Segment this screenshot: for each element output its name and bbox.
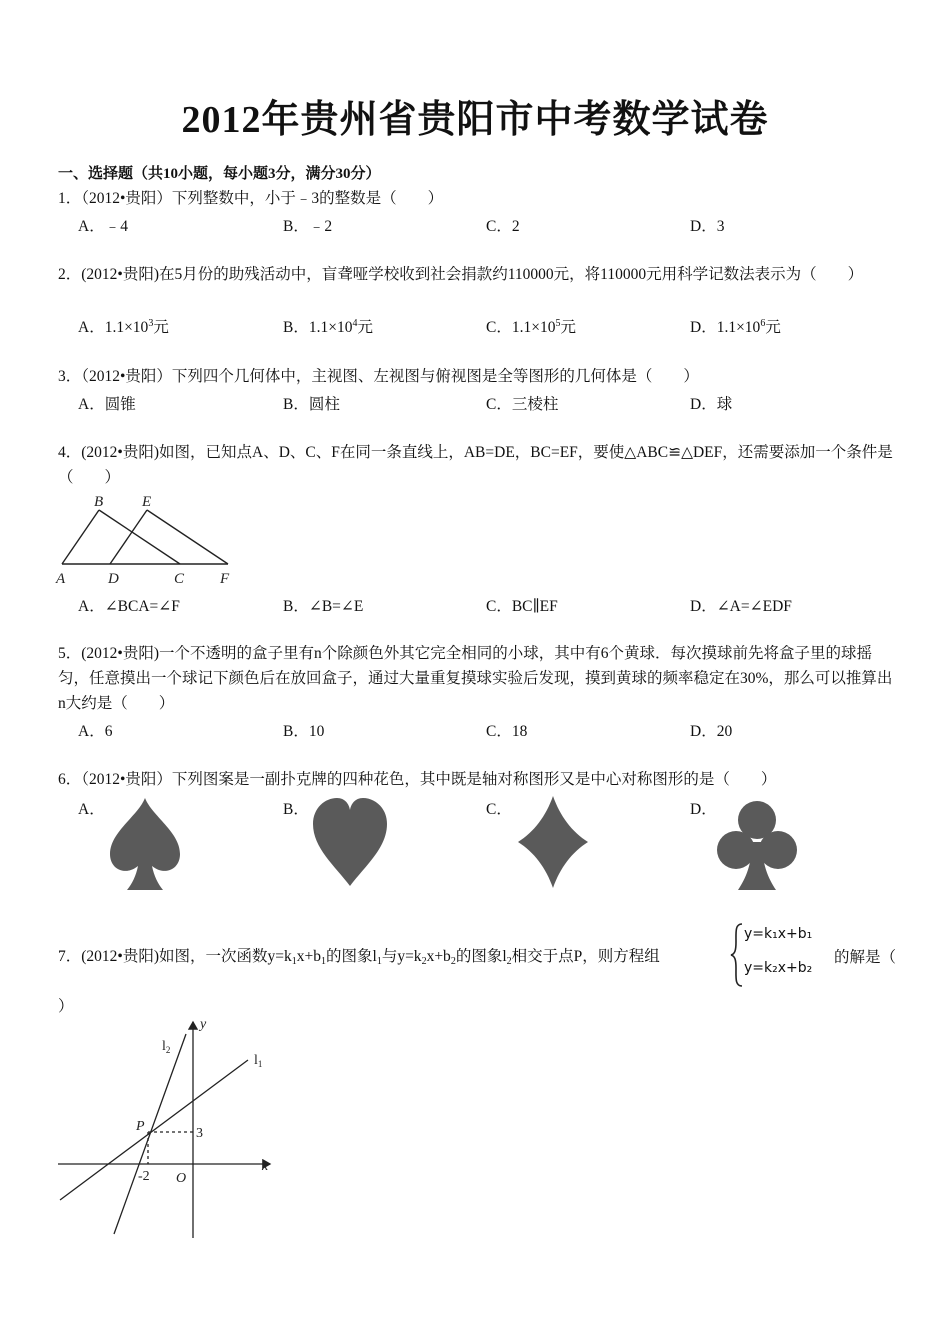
label-three: 3 [196,1126,203,1141]
label-p: P [136,1119,145,1134]
option-c: C．三棱柱 [486,396,559,413]
label-x: x [262,1159,269,1174]
option-b: B．圆柱 [283,396,340,413]
label-y: y [200,1017,207,1032]
q7-text: 的图象l [326,948,377,965]
q7-sub: 2 [450,956,456,967]
option-c-base: C．1.1×10 [486,319,556,336]
line-l2 [114,1034,186,1234]
linear-graph-figure [52,1012,282,1244]
section-heading: 一、选择题（共10小题，每小题3分，满分30分） [58,166,381,182]
q7-text: 与y=k [381,948,422,965]
option-c-exp: 5 [555,318,561,329]
option-d-exp: 6 [760,318,766,329]
diamond-icon [508,790,598,900]
option-a: A．∠BCA=∠F [78,598,180,615]
question-7-close: ） [58,998,74,1015]
option-d: D．球 [690,396,733,413]
question-4-options [78,594,898,618]
option-d-base: D．1.1×10 [690,319,761,336]
option-b: B．∠B=∠E [283,598,364,615]
option-a: A．﹣4 [78,218,128,235]
q7-sub: 1 [321,956,326,967]
q7-sub: 2 [506,956,512,967]
heart-icon [305,790,395,900]
label-l1-letter: l [254,1053,258,1068]
option-c: C．2 [486,218,520,235]
question-5: 5．(2012•贵阳)一个不透明的盒子里有n个除颜色外其它完全相同的小球，其中有6个黄球．每次摸球前先将盒子里的球摇匀，任意摸出一个球记下颜色后在放回盒子，通过大量重复摸球实验后发现，摸到黄球的频率稳定在30%，那么可以推算出n大约是（ ） [58,645,893,712]
question-4: 4．(2012•贵阳)如图，已知点A、D、C、F在同一条直线上，AB=DE，BC=EF，要使△ABC≌△DEF，还需要添加一个条件是（ ） [58,444,893,486]
spade-icon [100,790,190,900]
question-1: 1．（2012•贵阳）下列整数中，小于﹣3的整数是（ ） [58,190,444,207]
q7-text: 的图象l [455,948,507,965]
option-b: B．﹣2 [283,218,333,235]
option-d: D． [690,801,717,818]
option-c-unit: 元 [560,319,576,336]
option-b: B． [283,801,309,818]
club-icon [712,790,802,900]
option-c: C．18 [486,723,528,740]
q7-sub: 1 [291,956,297,967]
equation-system [730,922,834,988]
option-d-unit: 元 [765,319,781,336]
segment-bc [99,510,180,564]
option-b-unit: 元 [357,319,373,336]
label-a: A [56,571,66,587]
option-b-base: B．1.1×10 [283,319,353,336]
q7-text: 相交于点P，则方程组 [511,948,660,965]
option-c: C． [486,801,512,818]
option-d: D．20 [690,723,733,740]
label-origin: O [176,1171,187,1186]
label-f: F [220,571,230,587]
line-l1 [60,1060,248,1200]
segment-ab [62,510,99,564]
question-7-tail: 的解是（ [834,949,897,966]
page-title: 2012年贵州省贵阳市中考数学试卷 [181,99,769,141]
label-neg-two: -2 [138,1169,150,1184]
option-a: A．6 [78,723,113,740]
label-b: B [94,494,104,510]
question-5-options [78,719,898,743]
equation-1: y=k₁x+b₁ [744,926,813,942]
option-b-exp: 4 [352,318,358,329]
question-6: 6．（2012•贵阳）下列图案是一副扑克牌的四种花色，其中既是轴对称图形又是中心对称图形的是（ ） [58,771,777,788]
label-l2-letter: l [162,1039,166,1054]
option-b [283,315,373,337]
option-d: D．3 [690,218,725,235]
option-a [78,315,169,337]
option-a: A． [78,801,105,818]
question-2: 2．(2012•贵阳)在5月份的助残活动中，盲聋哑学校收到社会捐款约110000元，将110000元用科学记数法表示为（ ） [58,266,864,283]
option-a-unit: 元 [153,319,169,336]
label-l1-sub: 1 [257,1059,263,1069]
q7-sub: 2 [421,956,427,967]
label-l1 [254,1053,262,1069]
q7-sub: 1 [376,956,382,967]
q7-text: 7．(2012•贵阳)如图，一次函数y=k [58,948,292,965]
option-d [690,315,781,337]
label-l2 [162,1039,170,1055]
label-d: D [108,571,119,587]
option-c: C．BC∥EF [486,598,558,615]
option-a-exp: 3 [148,318,154,329]
question-3: 3．（2012•贵阳）下列四个几何体中，主视图、左视图与俯视图是全等图形的几何体是（ ） [58,368,699,385]
equation-2: y=k₂x+b₂ [744,960,813,976]
option-a-base: A．1.1×10 [78,319,149,336]
label-l2-sub: 2 [165,1045,171,1055]
question-2-options [78,315,898,339]
option-a: A．圆锥 [78,396,136,413]
triangles-figure [52,488,242,588]
question-7 [58,944,738,974]
label-e: E [142,494,152,510]
question-1-options [78,214,898,238]
option-b: B．10 [283,723,325,740]
q7-text: x+b [426,948,451,965]
brace-icon [730,922,744,988]
label-c: C [174,571,185,587]
option-c [486,315,576,337]
q7-text: x+b [296,948,321,965]
option-d: D．∠A=∠EDF [690,598,792,615]
question-3-options [78,392,898,416]
segment-de [110,510,147,564]
segment-ef [147,510,228,564]
